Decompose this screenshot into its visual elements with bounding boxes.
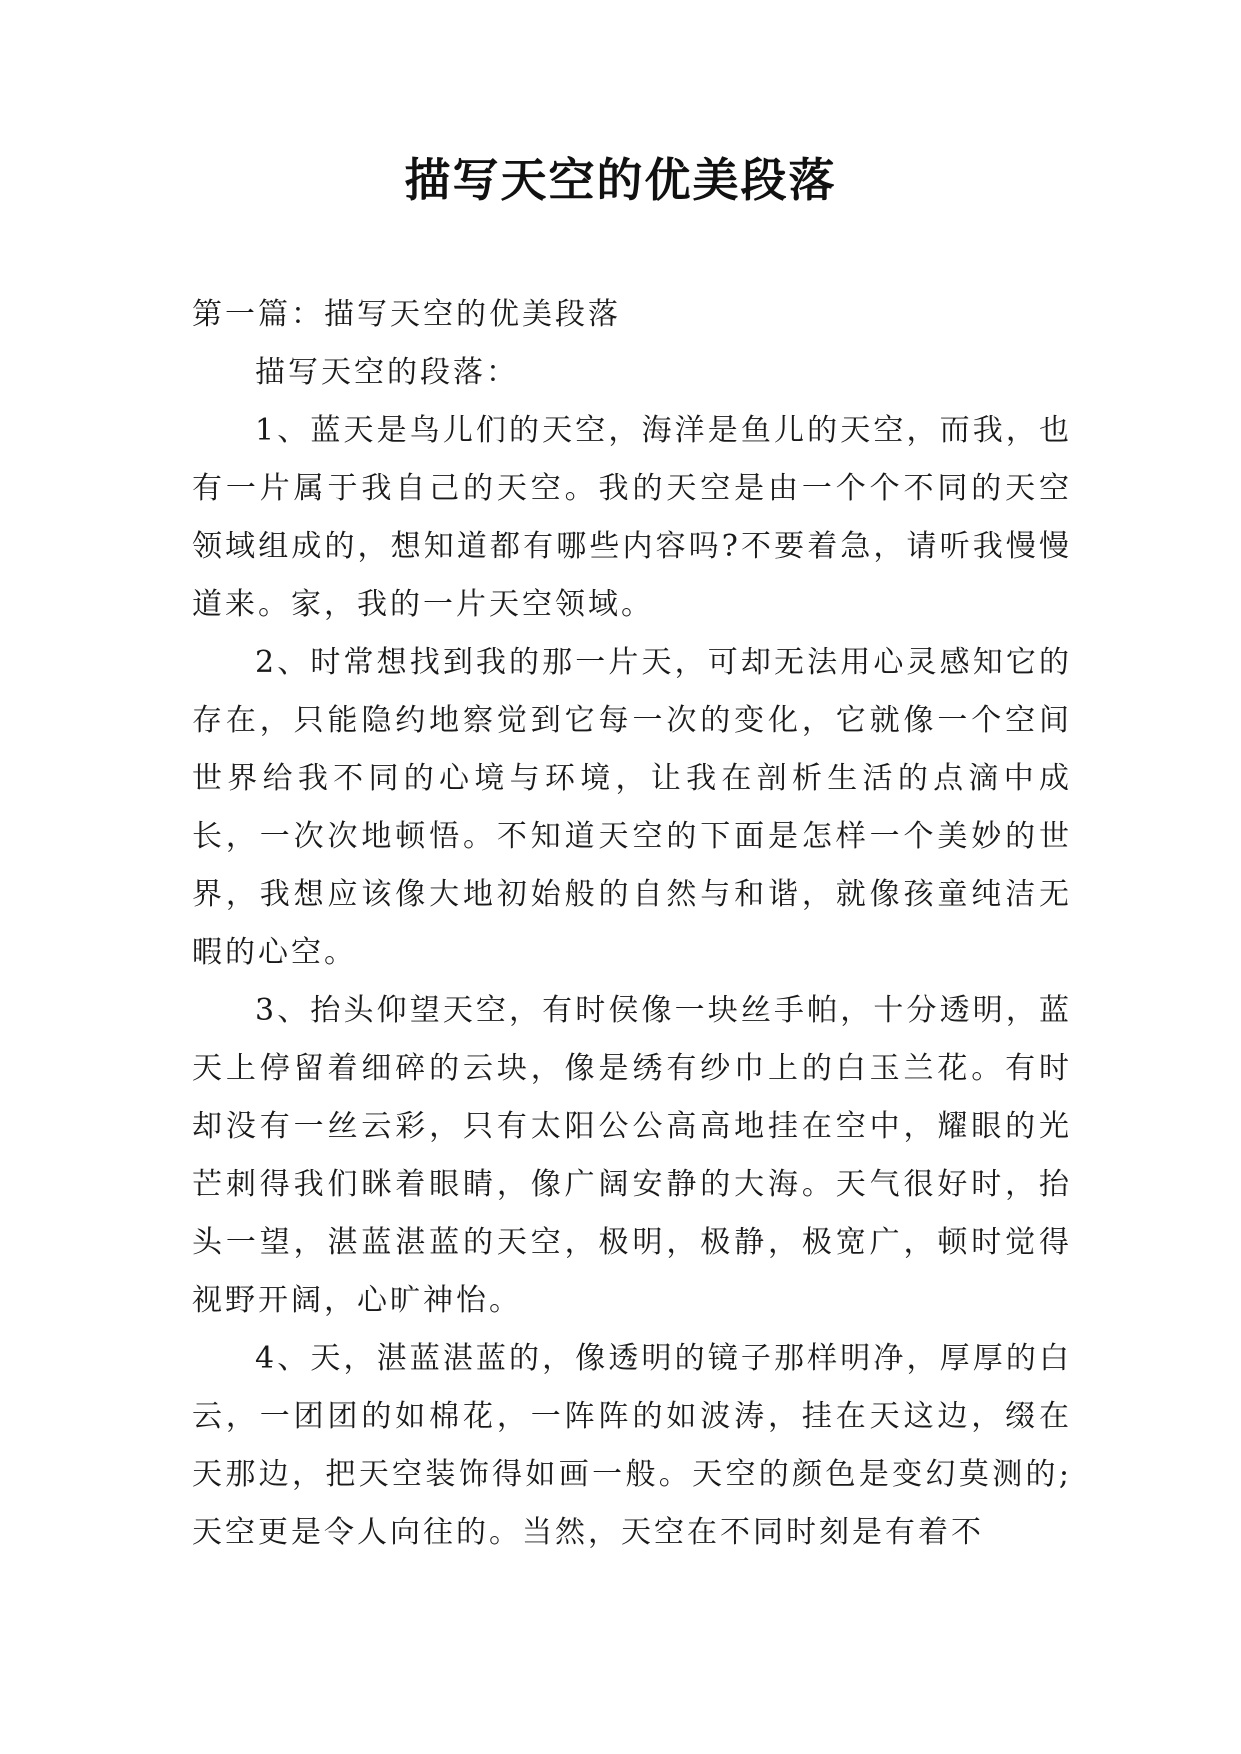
paragraph-2: 2、时常想找到我的那一片天，可却无法用心灵感知它的存在，只能隐约地察觉到它每一次的变化，它就像一个空间世界给我不同的心境与环境，让我在剖析生活的点滴中成长，一次次地顿悟。不知道天空的下面是怎样一个美妙的世界，我想应该像大地初始般的自然与和谐，就像孩童纯洁无暇的心空。 bbox=[192, 645, 1072, 970]
paragraph-3: 3、抬头仰望天空，有时侯像一块丝手帕，十分透明，蓝天上停留着细碎的云块，像是绣有纱巾上的白玉兰花。有时却没有一丝云彩，只有太阳公公高高地挂在空中，耀眼的光芒刺得我们眯着眼睛，像广阔安静的大海。天气很好时，抬头一望，湛蓝湛蓝的天空，极明，极静，极宽广，顿时觉得视野开阔，心旷神怡。 bbox=[192, 993, 1072, 1318]
document-body bbox=[192, 286, 1072, 1562]
paragraph-1: 1、蓝天是鸟儿们的天空，海洋是鱼儿的天空，而我，也有一片属于我自己的天空。我的天空是由一个个不同的天空领域组成的，想知道都有哪些内容吗?不要着急，请听我慢慢道来。家，我的一片天空领域。 bbox=[192, 413, 1072, 622]
document-title: 描写天空的优美段落 bbox=[404, 153, 837, 207]
section-heading: 第一篇：描写天空的优美段落 bbox=[192, 297, 621, 332]
paragraph-intro: 描写天空的段落： bbox=[255, 355, 519, 390]
paragraph-4: 4、天，湛蓝湛蓝的，像透明的镜子那样明净，厚厚的白云，一团团的如棉花，一阵阵的如波涛，挂在天这边，缀在天那边，把天空装饰得如画一般。天空的颜色是变幻莫测的;天空更是令人向往的。当然，天空在不同时刻是有着不 bbox=[192, 1341, 1072, 1550]
